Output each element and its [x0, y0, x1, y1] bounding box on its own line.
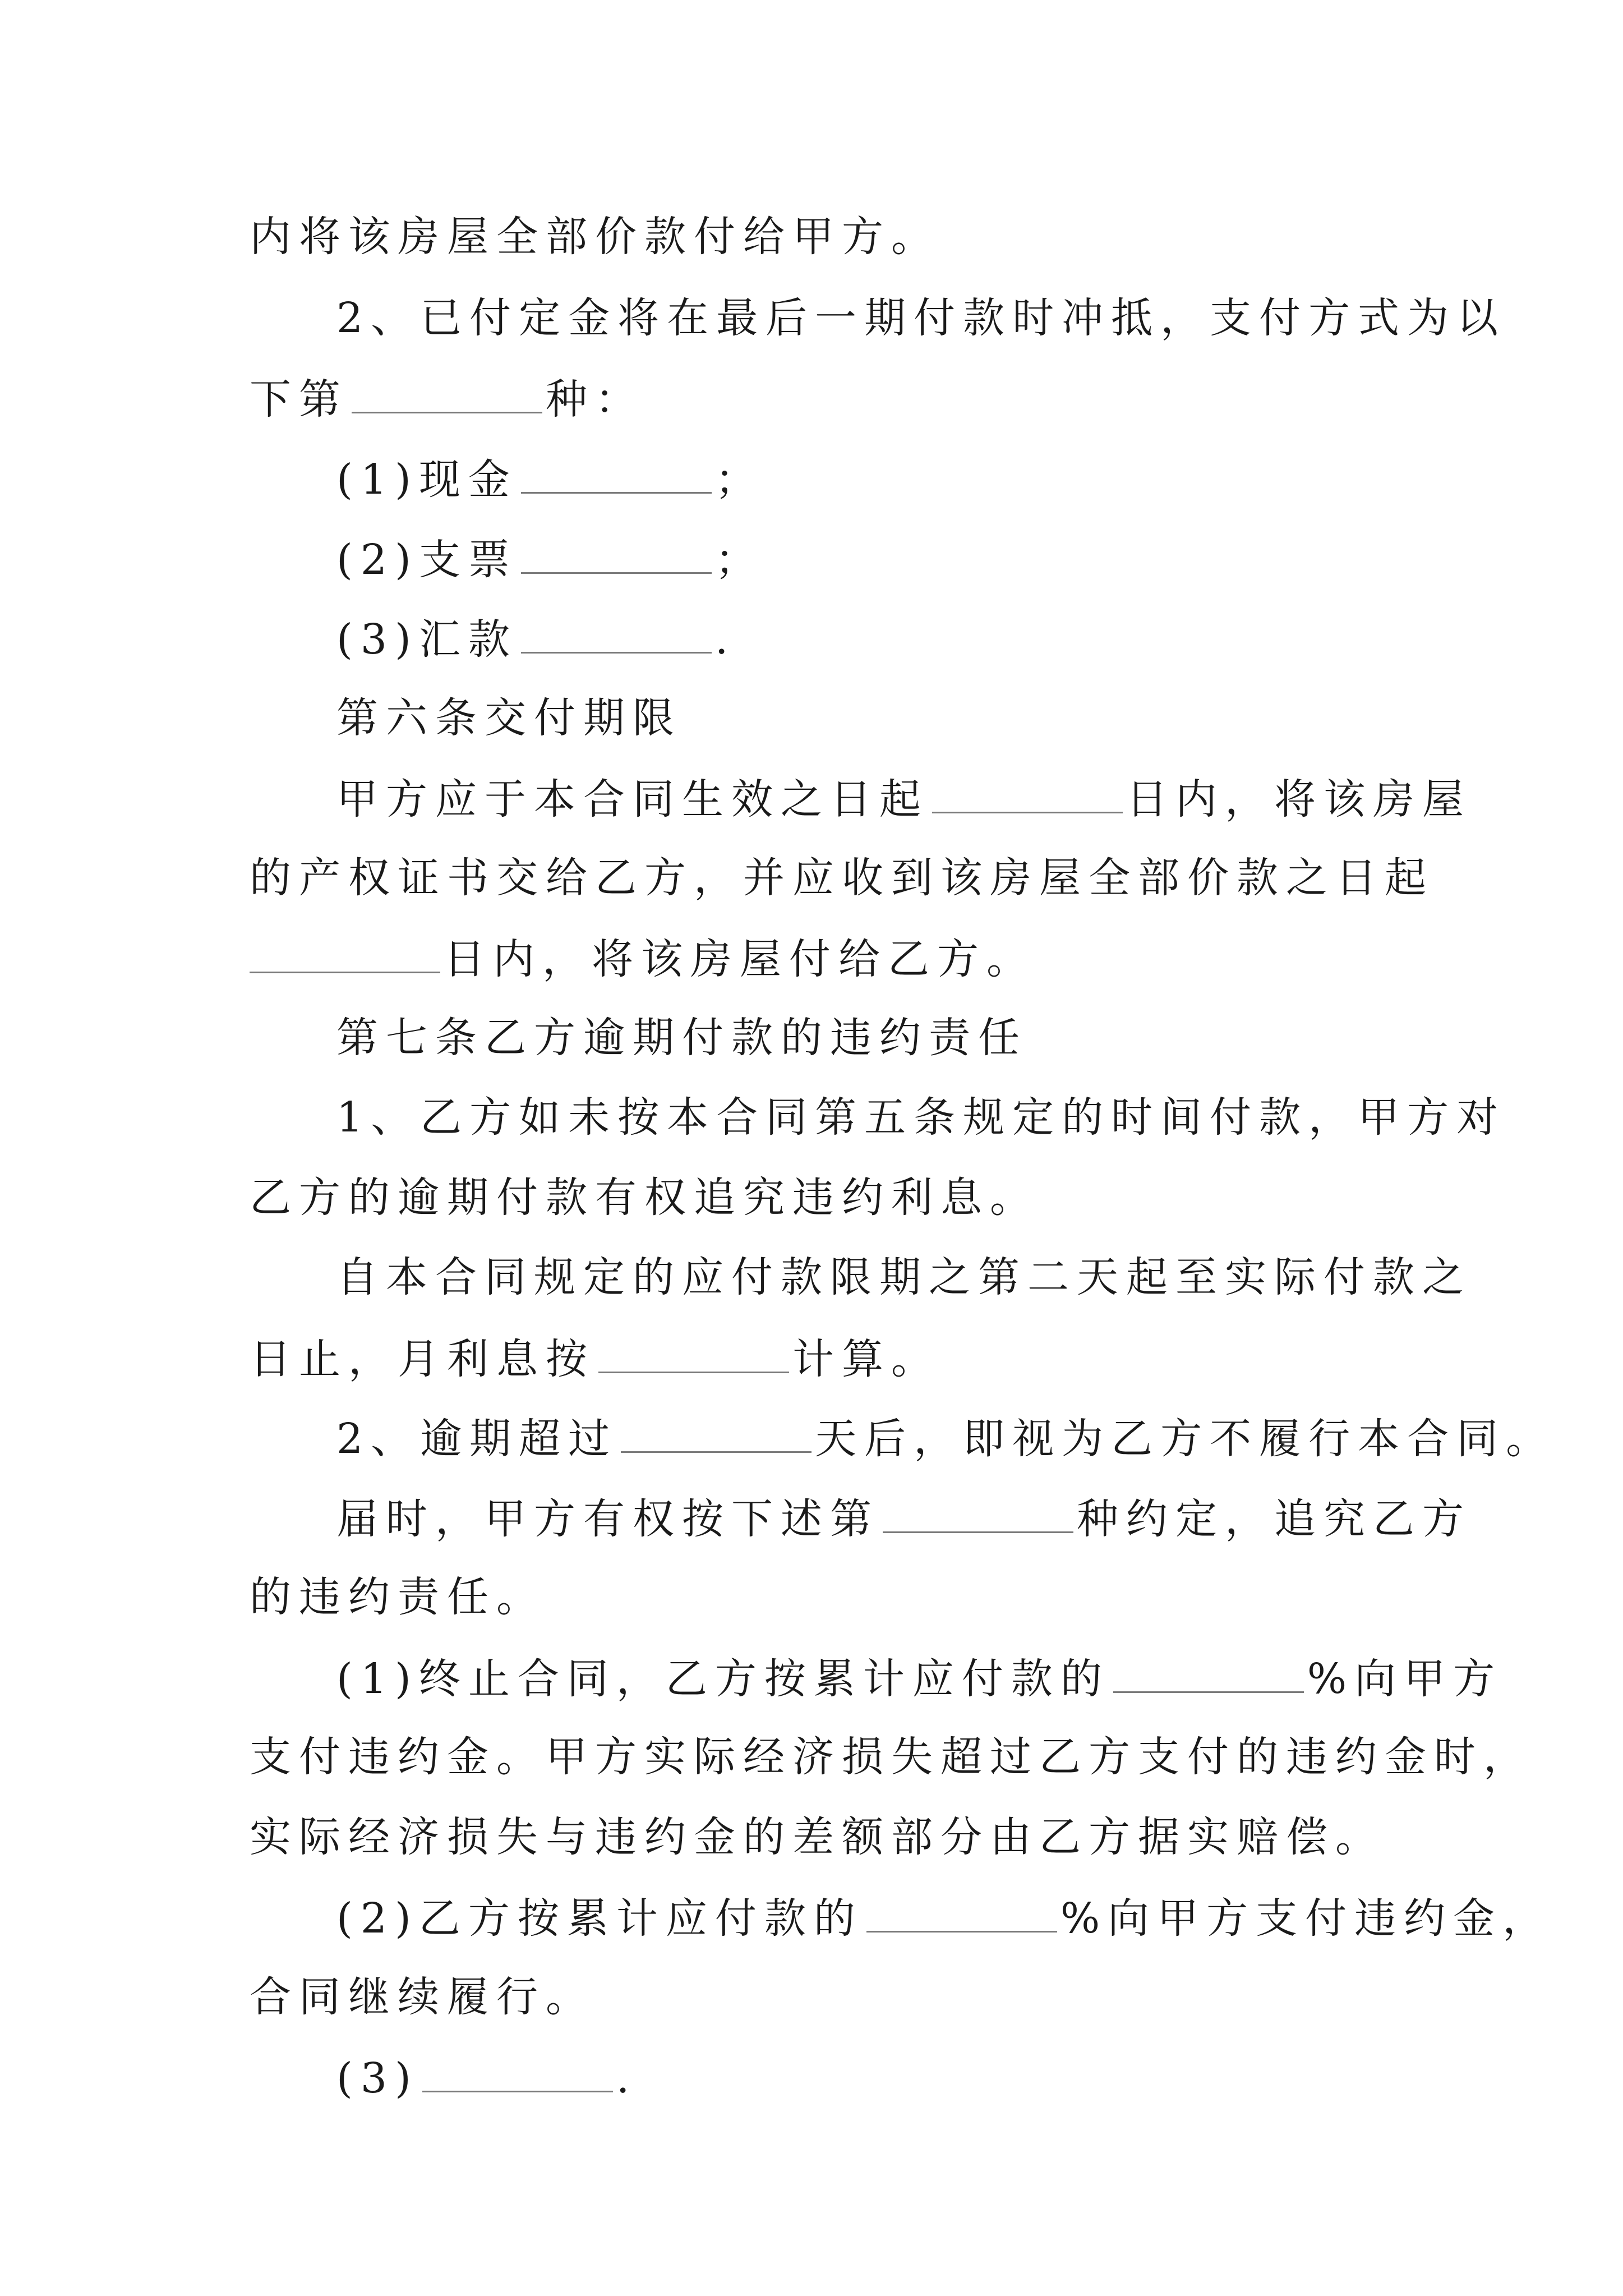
text-segment: 2、已付定金将在最后一期付款时冲抵，支付方式为以	[336, 294, 1506, 342]
section-heading	[336, 694, 682, 742]
text-line	[336, 775, 1472, 823]
text-line	[336, 455, 764, 504]
text-segment: ；	[714, 455, 764, 504]
fill-in-blank[interactable]	[521, 457, 712, 494]
fill-in-blank[interactable]	[621, 1416, 811, 1453]
text-segment: (1)终止合同，乙方按累计应付款的	[336, 1655, 1110, 1703]
fill-in-blank[interactable]	[598, 1337, 789, 1373]
text-segment: 第七条乙方逾期付款的违约责任	[336, 1014, 1027, 1062]
text-segment: 种约定，追究乙方	[1077, 1495, 1472, 1543]
text-line	[336, 1495, 1472, 1543]
text-segment: 的产权证书交给乙方，并应收到该房屋全部价款之日起	[250, 854, 1434, 902]
text-segment: (3)汇款	[336, 615, 518, 664]
fill-in-blank[interactable]	[521, 537, 712, 574]
text-line	[336, 536, 764, 584]
text-line	[250, 213, 940, 261]
fill-in-blank[interactable]	[1113, 1657, 1304, 1693]
text-segment: %向甲方	[1307, 1655, 1503, 1703]
text-line	[336, 615, 736, 664]
text-line	[250, 1174, 1039, 1222]
text-segment: %向甲方支付违约金，	[1060, 1894, 1552, 1943]
fill-in-blank[interactable]	[352, 377, 542, 413]
text-line	[336, 2054, 638, 2102]
text-segment: (2)乙方按累计应付款的	[336, 1894, 863, 1943]
text-segment: 甲方应于本合同生效之日起	[336, 775, 929, 823]
text-line	[250, 1335, 940, 1383]
text-segment: .	[714, 615, 736, 664]
text-line	[250, 935, 1036, 983]
text-segment: 自本合同规定的应付款限期之第二天起至实际付款之	[336, 1253, 1472, 1301]
fill-in-blank[interactable]	[250, 937, 440, 973]
fill-in-blank[interactable]	[932, 777, 1123, 813]
text-line	[250, 854, 1434, 902]
text-line	[336, 1093, 1506, 1142]
text-line	[250, 1733, 1533, 1781]
text-segment: 日止，月利息按	[250, 1335, 595, 1383]
text-segment: 日内，将该房屋付给乙方。	[444, 935, 1036, 983]
text-segment: 日内，将该房屋	[1126, 775, 1472, 823]
text-line	[250, 375, 644, 424]
fill-in-blank[interactable]	[521, 617, 712, 654]
text-segment: 下第	[250, 375, 348, 424]
text-segment: ；	[714, 536, 764, 584]
text-segment: 乙方的逾期付款有权追究违约利息。	[250, 1174, 1039, 1222]
fill-in-blank[interactable]	[866, 1896, 1057, 1932]
text-segment: 1、乙方如未按本合同第五条规定的时间付款，甲方对	[336, 1093, 1506, 1142]
text-line	[336, 1415, 1556, 1463]
text-segment: (1)现金	[336, 455, 518, 504]
fill-in-blank[interactable]	[883, 1497, 1073, 1533]
text-segment: 种：	[546, 375, 644, 424]
text-line	[336, 294, 1506, 342]
text-segment: 2、逾期超过	[336, 1415, 618, 1463]
text-segment: 计算。	[792, 1335, 940, 1383]
text-segment: (3)	[336, 2054, 419, 2102]
text-segment: 实际经济损失与违约金的差额部分由乙方据实赔偿。	[250, 1813, 1385, 1861]
text-line	[336, 1253, 1472, 1301]
text-segment: 内将该房屋全部价款付给甲方。	[250, 213, 940, 261]
text-segment: 届时，甲方有权按下述第	[336, 1495, 879, 1543]
text-segment: 合同继续履行。	[250, 1973, 595, 2021]
text-line	[250, 1573, 546, 1621]
text-line	[336, 1655, 1503, 1703]
text-segment: 天后，即视为乙方不履行本合同。	[815, 1415, 1556, 1463]
text-line	[250, 1813, 1385, 1861]
text-segment: 支付违约金。甲方实际经济损失超过乙方支付的违约金时，	[250, 1733, 1533, 1781]
text-line	[336, 1894, 1552, 1943]
text-segment: .	[616, 2054, 638, 2102]
fill-in-blank[interactable]	[422, 2056, 613, 2092]
text-segment: (2)支票	[336, 536, 518, 584]
section-heading	[336, 1014, 1027, 1062]
text-segment: 的违约责任。	[250, 1573, 546, 1621]
text-segment: 第六条交付期限	[336, 694, 682, 742]
text-line	[250, 1973, 595, 2021]
